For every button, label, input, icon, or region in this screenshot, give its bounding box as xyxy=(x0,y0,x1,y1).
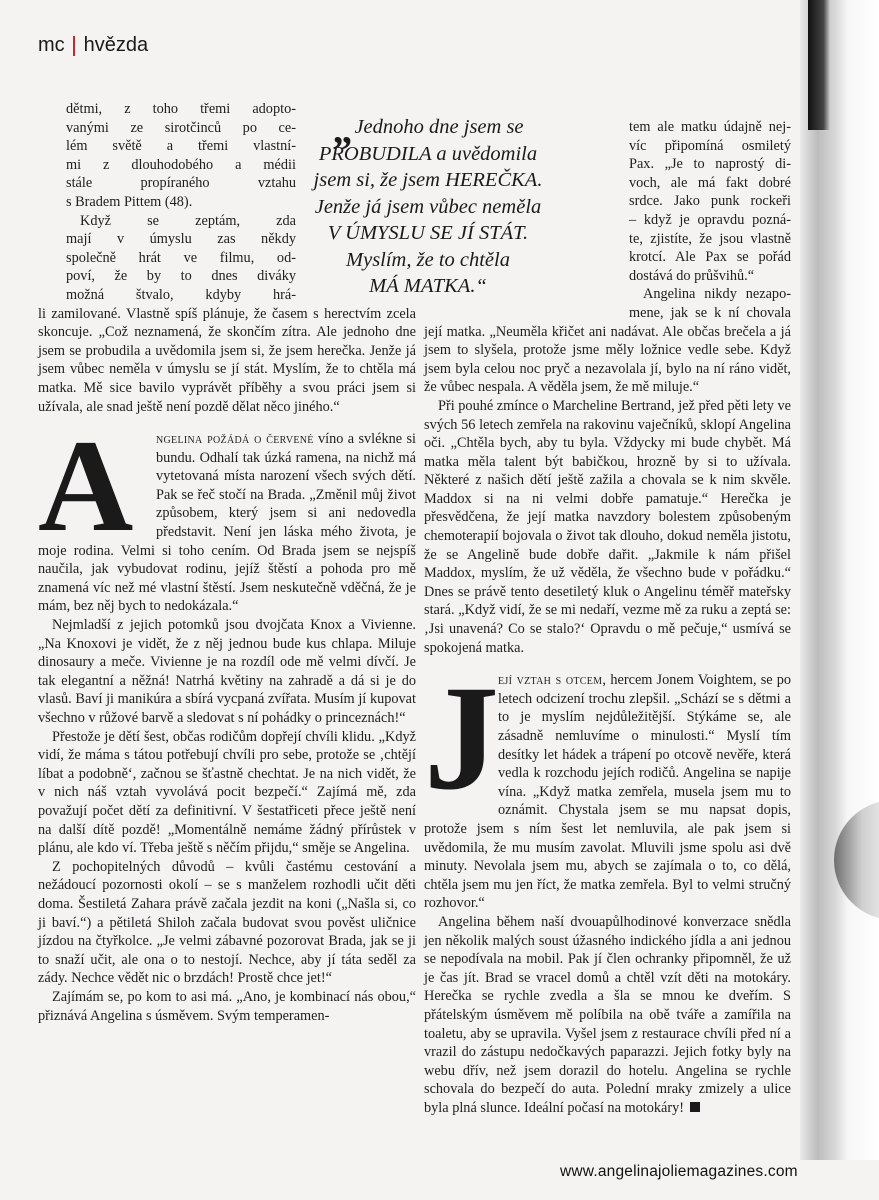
paragraph-text: víno a svlékne si bundu. Odhalí tak úzká ramena, na nichž má vytetovaná místa narození všech svých dětí. Pak se řeč stočí na Brada. „Změnil můj život způsobem, který jsem si ani nedovedla představit. Není jen láska mého života, je moje rodina. Velmi si toho cením. Od Brada jsem se nejspíš naučila, jak vybudovat rodinu, jejíž štěstí a pohoda pro mě znamená víc než mé vlastní štěstí. Jsem neskutečně vděčná, že je mám, bez něj bych to nedokázala.“ xyxy=(38,431,416,615)
text-line: Když se zeptám, zda xyxy=(80,212,296,229)
page-header xyxy=(38,34,148,57)
section-label: hvězda xyxy=(83,34,149,56)
quote-line: PROBUDILA a uvědomila xyxy=(318,142,538,165)
column-right xyxy=(424,118,791,1117)
paragraph-dropcap-j xyxy=(424,655,792,913)
text-line: voch, ale má fakt dobré xyxy=(629,174,791,191)
text-line: s Bradem Pittem (48). xyxy=(66,193,193,210)
text-line: tem ale matku údajně nej- xyxy=(629,119,791,135)
quote-line: V ÚMYSLU SE JÍ STÁT. xyxy=(327,222,529,244)
quote-mark: „ xyxy=(332,107,353,152)
paragraph: Přestože je dětí šest, občas rodičům dopřejí chvíli klidu. „Když vidí, že máma s tátou potřebují chvíli pro sebe, protože se ‚chtějí líbat a podobně‘, začnou se šťastně chechtat. Je na nich vidět, že v nich náš vztah vyvolává pocit bezpečí.“ Zajímá mě, zda považují počet dětí za definitivní. V šestatřiceti přece ještě není na další dítě pozdě! „Momentálně nemáme žádný přírůstek v plánu, ale kdo ví. Třeba ještě s něčím přijdu,“ směje se Angelina. xyxy=(38,728,416,857)
paragraph-dropcap-a xyxy=(38,412,416,616)
photo-shoulder xyxy=(834,800,879,920)
paragraph: její matka. „Neuměla křičet ani nadávat. Ale občas brečela a já jsem to slyšela, protože jsme měly ložnice vedle sebe. Když jsem byla celou noc pryč a nezavolala jí, bylo na ní ráno vidět, že vůbec nespala. A věděla jsem, že mě miluje.“ xyxy=(424,323,791,396)
text-line: mi z dlouhodobého a médii xyxy=(66,156,296,173)
column-left xyxy=(38,100,416,1025)
text-line: vanými ze sirotčinců po ce- xyxy=(66,119,296,136)
drop-cap: J xyxy=(424,655,499,822)
text-line: víc připomíná osmiletý xyxy=(629,137,791,154)
header-separator xyxy=(73,36,75,56)
text-line: dostává do průšvihů.“ xyxy=(629,267,755,284)
text-line: možná štvalo, kdyby hrá- xyxy=(66,286,296,303)
paragraph: li zamilované. Vlastně spíš plánuje, že časem s herectvím zcela skoncuje. „Což neznamená, že skončím zítra. Ale jednoho dne jsem se probudila a uvědomila jsem si, že jsem herečka. Jenže já jsem vůbec neměla v úmyslu se jí stát. Myslím, že to chtěla má matka. Mě sice bavilo vyprávět příběhy a svou práci jsem si užívala, ale snad ještě není pozdě dělat něco jiného.“ xyxy=(38,305,416,415)
text-line: stále propíraného vztahu xyxy=(66,175,296,192)
photo-edge xyxy=(800,0,879,1160)
paragraph-text: hercem Jonem Voightem, se po letech odcizení trochu zlepšil. „Schází se s dětmi a to je myslím nejdůležitější. Stýkáme se, ale zásadně nemluvíme o minulosti.“ Myslí tím desítky let hádek a trápení po otcově nevěře, která vedla k rozchodu jejích rodičů. Angelina se napije vína. „Když matka zemřela, musela jsem mu to oznámit. Chystala jsem se mu napsat dopis, protože jsem s ním šest let nemluvila, ale pak jsem si uvědomila, že mu musím zavolat. Mluvili jsme spolu asi dvě minuty. Nevolala jsem mu, abych se zajímala o to, co dělá, chtěla jsem mu jen říct, že matka zemřela. Byl to velmi stručný rozhovor.“ xyxy=(424,672,792,912)
lead-in: ejí vztah s otcem, xyxy=(498,672,607,689)
text-line: poví, že by to dnes diváky xyxy=(66,268,296,285)
paragraph: Z pochopitelných důvodů – kvůli častému cestování a nežádoucí pozornosti okolí – se s manželem rozhodli učit děti doma. Šestiletá Zahara právě začala jezdit na koni („Našla si, co ji baví.“) a pětiletá Shiloh začala budovat svou pověst uličnice jízdou na čtyřkolce. „Je velmi zábavné pozorovat Brada, jak se ji to snaží učit, ale ona o to nestojí. Nechce, aby jí táta seděl za zády. Nechce vědět nic o brzdách! Prostě chce jet!“ xyxy=(38,858,416,987)
text-line: Angelina nikdy nezapo- xyxy=(643,286,791,303)
quote-line: MÁ MATKA.“ xyxy=(369,275,487,297)
paragraph: Nejmladší z jejich potomků jsou dvojčata Knox a Vivienne. „Na Knoxovi je vidět, že z něj jednou bude kus chlapa. Miluje dinosaury a meče. Vivienne je na rozdíl ode mě velmi dívčí. Je tak elegantní a něžná! Natrhá květiny na zahradě a dá si je do vlasů. Baví ji manikúra a sbírá vycpaná zvířata. Musím jí kupovat všechno v růžové barvě a sledovat s ní pohádky o princeznách!“ xyxy=(38,617,416,726)
text-line: dětmi, z toho třemi adopto- xyxy=(66,101,296,117)
lead-in: ngelina požádá o červené xyxy=(156,431,314,448)
text-line: – když je opravdu pozná- xyxy=(629,211,791,228)
end-mark xyxy=(690,1102,700,1112)
drop-cap: A xyxy=(38,412,134,560)
text-line: Pax. „Je to naprostý di- xyxy=(629,156,791,173)
narrow-block-left xyxy=(38,100,296,305)
quote-line: Myslím, že to chtěla xyxy=(346,248,510,271)
narrow-block-right xyxy=(629,118,791,323)
paragraph: Při pouhé zmínce o Marcheline Bertrand, jež před pěti lety ve svých 56 letech zemřela na rakovinu vaječníků, sklopí Angelina oči. „Chtěla bych, aby tu byla. Vždycky mi bude chybět. Má matka měla talent být babičkou, hrozně by si to užívala. Některé z našich dětí ještě zažila a chovala se k nim skvěle. Maddox si na ni velmi dobře pamatuje.“ Herečka je přesvědčena, že její matka navzdory bolestem způsobeným chemoterapií bojovala o život tak dlouho, dokud neměla jistotu, že se Angelině bude dobře dařit. „Jakmile k nám přišel Maddox, myslím, že už věděla, že všechno bude v pořádku.“ Dnes se právě tento desetiletý kluk o Angelinu téměř mateřsky stará. „Když vidí, že se mi nedaří, vezme mě za ruku a zeptá se: ‚Jsi unavená? Co se stalo?‘ Opravdu o mě pečuje,“ usmívá se spokojená matka. xyxy=(424,397,791,656)
photo-dark-area xyxy=(808,0,830,130)
footer-url: www.angelinajoliemagazines.com xyxy=(560,1163,798,1180)
text-line: mají v úmyslu zas někdy xyxy=(66,231,296,248)
brand-label: mc xyxy=(38,34,65,56)
paragraph xyxy=(424,913,791,1118)
text-line: společně hrát ve filmu, od- xyxy=(66,249,296,266)
quote-line: jsem si, že jsem HEREČKA. xyxy=(313,169,543,191)
text-line: mene, jak se k ní chovala xyxy=(629,304,791,321)
text-line: krotcí. Ale Pax se pořád xyxy=(629,249,791,266)
quote-line: Jenže já jsem vůbec neměla xyxy=(314,195,542,218)
paragraph-text: Angelina během naší dvouapůlhodinové konverzace snědla jen několik malých soust úžasného indického jídla a ani jednou se nepodívala na mobil. Pak jí člen ochranky připomněl, že už je čas jít. Brad se vracel domů a chtěl vzít děti na motokáry. Herečka se rychle zvedla a šla se mnou ke dveřím. S přátelským úsměvem mě políbila na obě tváře a zamířila na toaletu, aby se upravila. Vyšel jsem z restaurace chvíli před ní a vrazil do zástupu nedočkavých paparazzi. Jejich fotky byly na webu dřív, než jsem dorazil do hotelu. Angelina se rychle schovala do bezpečí do auta. Polední mraky zmizely a ulice byla plná slunce. Ideální počasí na motokáry! xyxy=(424,913,791,1116)
paragraph: Zajímám se, po kom to asi má. „Ano, je kombinací nás obou,“ přiznává Angelina s úsměvem. Svým temperamen- xyxy=(38,988,416,1024)
text-line: te, zjistíte, že jsou vlastně xyxy=(629,230,791,247)
text-line: lém světě a třemi vlastní- xyxy=(66,138,296,155)
text-line: srdce. Jako punk rockeři xyxy=(629,193,791,210)
quote-line: Jednoho dne jsem se xyxy=(354,116,524,138)
